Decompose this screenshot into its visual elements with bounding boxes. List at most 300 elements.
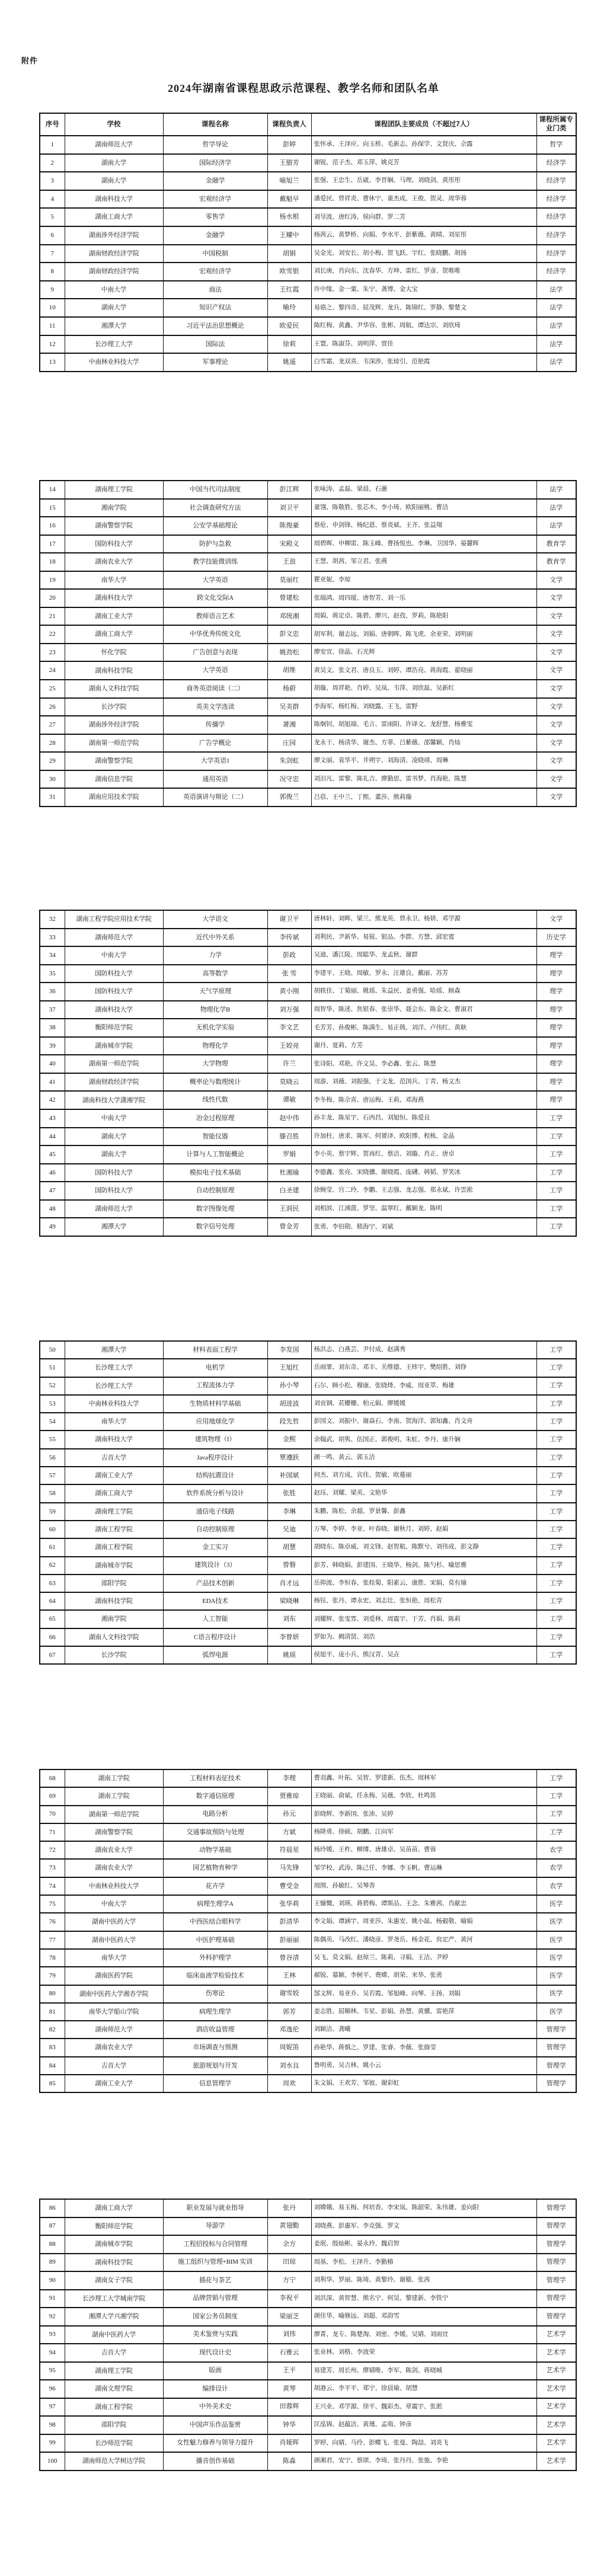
team-members-cell: 罗婷、向婧、马伶、彭蝶飞、张曼、陶喆、刘炎飞 (311, 2434, 536, 2453)
category-cell: 工学 (536, 1182, 576, 1200)
table-row (40, 1073, 576, 1092)
team-members-cell: 童翎、陈敬胜、张芯木、李小琦、欧阳丽桃、曹洁 (311, 499, 536, 517)
team-members-cell: 周围、孙敏红、吴琴香 (311, 1877, 536, 1895)
category-cell: 管理学 (536, 2217, 576, 2236)
course-name-cell: 大学英语1 (163, 752, 267, 770)
category-cell: 医学 (536, 1931, 576, 1949)
row-number-cell: 39 (40, 1037, 65, 1055)
row-number-cell: 95 (40, 2362, 65, 2380)
course-name-cell: 现代设计史 (163, 2344, 267, 2362)
team-members-cell: 周娟、蒋定卓、陈碧、廖兴、赵孜、罗莉、陈艳阳 (311, 607, 536, 626)
school-cell: 南华大学 (65, 1413, 163, 1431)
school-cell: 湖南大学 (65, 1145, 163, 1164)
course-name-cell: 动物学基础 (163, 1841, 267, 1859)
category-cell: 管理学 (536, 2021, 576, 2039)
course-name-cell: 广告创意与表现 (163, 644, 267, 662)
table-row (40, 1449, 576, 1467)
course-leader-cell: 刘万强 (267, 1001, 311, 1019)
row-number-cell: 61 (40, 1538, 65, 1556)
table-row (40, 1913, 576, 1931)
team-members-cell: 廖文丽、袁华平、井朔宇、刘海清、凌晓靖、周琳 (311, 752, 536, 770)
table-row (40, 172, 576, 190)
category-cell: 工学 (536, 1467, 576, 1484)
row-number-cell: 24 (40, 661, 65, 680)
row-number-cell: 56 (40, 1449, 65, 1467)
table-row (40, 1521, 576, 1538)
row-number-cell: 80 (40, 1985, 65, 2003)
row-number-cell: 71 (40, 1823, 65, 1841)
row-number-cell: 41 (40, 1073, 65, 1092)
team-members-cell: 唐林轩、刘晖、梁兰、熊龙英、曾永卫、杨妍、邓学源 (311, 910, 536, 929)
course-name-cell: 物理化学 (163, 1037, 267, 1055)
table-row (40, 1109, 576, 1128)
course-leader-cell: 曾谷清 (267, 1949, 311, 1967)
course-leader-cell: 肖才远 (267, 1575, 311, 1592)
course-leader-cell: 胡慧 (267, 1538, 311, 1556)
school-cell: 吉首大学 (65, 2057, 163, 2075)
category-cell: 文学 (536, 734, 576, 753)
row-number-cell: 52 (40, 1377, 65, 1395)
table-row (40, 1985, 576, 2003)
table-row (40, 1610, 576, 1628)
row-number-cell: 98 (40, 2416, 65, 2434)
category-cell: 工学 (536, 1646, 576, 1664)
course-leader-cell: 喻玲 (267, 299, 311, 317)
row-number-cell: 15 (40, 499, 65, 517)
team-members-cell: 周碧晖、申柳雷、陈玉峰、曹扬悦也、李琳、卫国华、晏麓晖 (311, 535, 536, 553)
course-leader-cell: 彭婷 (267, 136, 311, 154)
school-cell: 长沙理工大学 (65, 1359, 163, 1377)
category-cell: 工学 (536, 1200, 576, 1218)
course-name-cell: 军事理论 (163, 353, 267, 372)
row-number-cell: 49 (40, 1218, 65, 1236)
course-leader-cell: 喻旭兰 (267, 172, 311, 190)
team-members-cell: 颜湘君、安宁、蔡颂、李琦、张丹丹、张弛、李艳 (311, 2452, 536, 2471)
team-members-cell: 易建芳、周长州、廖婧唯、李军、陈剑、蒋晓城 (311, 2362, 536, 2380)
school-cell: 湖南大学 (65, 172, 163, 190)
course-leader-cell: 莫晓云 (267, 1073, 311, 1092)
course-leader-cell: 陈淼 (267, 2452, 311, 2471)
category-cell: 艺术学 (536, 2326, 576, 2344)
course-name-cell: 线性代数 (163, 1091, 267, 1109)
table-row (40, 788, 576, 807)
category-cell: 工学 (536, 1431, 576, 1448)
header-row (40, 113, 576, 136)
school-cell: 湖南城市学院 (65, 2235, 163, 2254)
table-row (40, 190, 576, 209)
school-cell: 湖南城市学院 (65, 1037, 163, 1055)
table-row (40, 1806, 576, 1823)
team-members-cell: 鲁明勇、吴吉林、姚小云 (311, 2057, 536, 2075)
course-leader-cell: 萧湘 (267, 716, 311, 734)
table-row (40, 1091, 576, 1109)
school-cell: 怀化学院 (65, 644, 163, 662)
table-row (40, 1019, 576, 1037)
table-row (40, 2021, 576, 2039)
course-leader-cell: 宋殿义 (267, 535, 311, 553)
school-cell: 湖南理工学院 (65, 2362, 163, 2380)
course-leader-cell: 曾金芳 (267, 1218, 311, 1236)
course-leader-cell: 戴魁早 (267, 190, 311, 209)
table-row (40, 910, 576, 929)
team-members-cell: 周游、刘薇、刘振强、于文龙、范国兵、丁青、杨文杰 (311, 1073, 536, 1092)
category-cell: 工学 (536, 1449, 576, 1467)
category-cell: 管理学 (536, 2235, 576, 2254)
team-members-cell: 刘相滨、江沸菠、罗坚、温翠红、戴颖龙、陈明 (311, 1200, 536, 1218)
team-members-cell: 李文娟、谭涵宇、周亚莎、朱惠安、姚小磊、杨毅敬、喻娟 (311, 1913, 536, 1931)
team-members-cell: 陈红梅、黄鑫、尹华容、张彬、周航、谭达宗、刘欣琦 (311, 317, 536, 335)
course-name-cell: 物理化学B (163, 1001, 267, 1019)
course-name-cell: 通用英语 (163, 770, 267, 789)
school-cell: 湖南文理学院 (65, 2380, 163, 2398)
school-cell: 湘南学院 (65, 1610, 163, 1628)
course-name-cell: 跨文化交际A (163, 589, 267, 607)
table-row (40, 2452, 576, 2471)
school-cell: 湖南科技学院 (65, 661, 163, 680)
team-members-cell: 刘嫦娥、易玉梅、何培香、李宋岚、陈韶荣、朱伟雄、姜向阳 (311, 2199, 536, 2217)
team-members-cell: 朱鹏、陈松、余超、罗景馨、彭鑫 (311, 1503, 536, 1521)
course-name-cell: 伤寒论 (163, 1985, 267, 2003)
school-cell: 长沙学院 (65, 1646, 163, 1664)
school-cell: 湖南工商大学 (65, 208, 163, 226)
category-cell: 法学 (536, 499, 576, 517)
course-leader-cell: 许兰 (267, 1055, 311, 1073)
table-row (40, 517, 576, 535)
course-name-cell: 临床血液学检验技术 (163, 1967, 267, 1985)
school-cell: 长沙理工大学 (65, 1377, 163, 1395)
team-members-cell: 侯旭平、庞小兵、熊汉青、吴垚 (311, 1646, 536, 1664)
school-cell: 国防科技大学 (65, 1164, 163, 1182)
course-leader-cell: 谢雪姣 (267, 1985, 311, 2003)
table-row (40, 2254, 576, 2272)
category-cell: 工学 (536, 1164, 576, 1182)
team-members-cell: 万琴、李婷、李亚、叶春晓、谢秋月、刘婷、赵娟 (311, 1521, 536, 1538)
course-leader-cell: 邓统湘 (267, 607, 311, 626)
row-number-cell: 45 (40, 1145, 65, 1164)
table-row (40, 571, 576, 590)
team-members-cell: 胡晓东、陈卓威、刘文锋、赵智航、陈默兮、刘伟成、彭文静 (311, 1538, 536, 1556)
team-members-cell: 黄昊文、张文君、唐良玉、刘婷、谭浩亮、蒋海霞、翟晓丽 (311, 661, 536, 680)
team-members-cell: 张怀承、王泽应、向玉桥、毛新志、孙保学、文贤庆、佘露 (311, 136, 536, 154)
row-number-cell: 38 (40, 1019, 65, 1037)
course-name-cell: 金工实习 (163, 1538, 267, 1556)
category-cell: 历史学 (536, 929, 576, 947)
category-cell: 理学 (536, 946, 576, 965)
team-members-cell: 孙艳华、蒋慎之、罗建、张睿、李薇、张旖莹 (311, 2039, 536, 2056)
school-cell: 湖南工程学院应用技术学院 (65, 910, 163, 929)
course-leader-cell: 王红霞 (267, 281, 311, 299)
course-leader-cell: 郭俊兰 (267, 788, 311, 807)
course-leader-cell: 孙小琴 (267, 1377, 311, 1395)
category-cell: 工学 (536, 1769, 576, 1787)
course-name-cell: 防护与急救 (163, 535, 267, 553)
team-members-cell: 胡轶佳、丁菊丽、姚瑶、朱益民、姜勇强、哈瑶、顾森 (311, 983, 536, 1001)
category-cell: 经济学 (536, 172, 576, 190)
table-row (40, 929, 576, 947)
school-cell: 湖南师范大学 (65, 929, 163, 947)
row-number-cell: 70 (40, 1806, 65, 1823)
course-name-cell: 冶金过程原理 (163, 1109, 267, 1128)
team-members-cell: 岳雨霏、刘东奇、邓丰、关维德、王炜宇、樊绍胜、刘铮 (311, 1359, 536, 1377)
table-row (40, 2075, 576, 2092)
row-number-cell: 66 (40, 1628, 65, 1646)
course-name-cell: 建筑设计（3） (163, 1557, 267, 1575)
school-cell: 湖南工业大学 (65, 1467, 163, 1484)
team-members-cell: 廖菁、龙专、陈楚淘、刘密、李媛、吴婧、刘雨宜 (311, 2326, 536, 2344)
table-section (39, 2199, 577, 2471)
row-number-cell: 62 (40, 1557, 65, 1575)
course-name-cell: 大学英语 (163, 571, 267, 590)
course-name-cell: 病理生理学A (163, 1895, 267, 1913)
course-name-cell: 中国声乐作品鉴赏 (163, 2416, 267, 2434)
table-row (40, 1164, 576, 1182)
category-cell: 工学 (536, 1395, 576, 1413)
category-cell: 工学 (536, 1823, 576, 1841)
school-cell: 湖南警察学院 (65, 1823, 163, 1841)
school-cell: 湖南科技大学 (65, 1431, 163, 1448)
school-cell: 湖南农业大学 (65, 1859, 163, 1877)
table-row (40, 2290, 576, 2308)
table-row (40, 1218, 576, 1236)
course-name-cell: 习近平法治思想概论 (163, 317, 267, 335)
table-row (40, 1395, 576, 1413)
row-number-cell: 13 (40, 353, 65, 372)
school-cell: 湖南大学 (65, 299, 163, 317)
course-name-cell: 产品技术创新 (163, 1575, 267, 1592)
team-members-cell: 吕蓓、王中兰、丁熙、董莎、熊莉璇 (311, 788, 536, 807)
course-leader-cell: 刘水良 (267, 2057, 311, 2075)
school-cell: 湖南涉外经济学院 (65, 716, 163, 734)
team-members-cell: 彭晓辉、李新国、张沛、吴婷 (311, 1806, 536, 1823)
table-row (40, 661, 576, 680)
course-name-cell: 弧焊电源 (163, 1646, 267, 1664)
row-number-cell: 72 (40, 1841, 65, 1859)
school-cell: 邵阳学院 (65, 2416, 163, 2434)
school-cell: 湖南科技大学 (65, 589, 163, 607)
category-cell: 文学 (536, 716, 576, 734)
course-name-cell: 计算与人工智能概论 (163, 1145, 267, 1164)
row-number-cell: 9 (40, 281, 65, 299)
team-members-cell: 颜佳华、喻修远、刘超、邓韵雪 (311, 2308, 536, 2326)
table-section (39, 113, 577, 372)
course-name-cell: 插花与茶艺 (163, 2271, 267, 2290)
course-name-cell: 结构抗震设计 (163, 1467, 267, 1484)
course-leader-cell: 刘伟 (267, 2326, 311, 2344)
course-leader-cell: 曹受金 (267, 1877, 311, 1895)
table-row (40, 2003, 576, 2021)
category-cell: 法学 (536, 281, 576, 299)
table-row (40, 317, 576, 335)
row-number-cell: 74 (40, 1877, 65, 1895)
school-cell: 国防科技大学 (65, 983, 163, 1001)
category-cell: 法学 (536, 517, 576, 535)
row-number-cell: 27 (40, 716, 65, 734)
row-number-cell: 20 (40, 589, 65, 607)
category-cell: 理学 (536, 1019, 576, 1037)
course-leader-cell: 王平 (267, 2362, 311, 2380)
course-name-cell: 中西医结合眼科学 (163, 1913, 267, 1931)
category-cell: 工学 (536, 1557, 576, 1575)
row-number-cell: 99 (40, 2434, 65, 2453)
school-cell: 湖南师范大学 (65, 1200, 163, 1218)
row-number-cell: 30 (40, 770, 65, 789)
course-name-cell: 宏观经济学 (163, 190, 267, 209)
category-cell: 经济学 (536, 245, 576, 263)
category-cell: 工学 (536, 1128, 576, 1146)
table-row (40, 1001, 576, 1019)
course-leader-cell: 吴美群 (267, 698, 311, 716)
course-name-cell: 电路分析 (163, 1806, 267, 1823)
team-members-cell: 谢丹、夏莉、方芳 (311, 1037, 536, 1055)
course-name-cell: 数字信号处理 (163, 1218, 267, 1236)
school-cell: 吉首大学 (65, 1449, 163, 1467)
team-members-cell: 吴迪、潘江陵、周聪华、龙孟秋、谢群 (311, 946, 536, 965)
attachment-label: 附件 (21, 56, 39, 65)
row-number-cell: 23 (40, 644, 65, 662)
row-number-cell: 83 (40, 2039, 65, 2056)
course-name-cell: 花卉学 (163, 1877, 267, 1895)
school-cell: 湖南工业大学 (65, 607, 163, 626)
row-number-cell: 64 (40, 1592, 65, 1610)
table-row (40, 1949, 576, 1967)
course-name-cell: 近代中外关系 (163, 929, 267, 947)
course-leader-cell: 张 雪 (267, 965, 311, 983)
category-cell: 工学 (536, 1145, 576, 1164)
team-members-cell: 杨茜云、黄梦桥、向娟、李水平、彭紫薇、黄晴、刘星彤 (311, 226, 536, 245)
table-row (40, 1377, 576, 1395)
team-members-cell: 刘长庚、肖向东、沈春华、方坤、雷红、罗彦、贺唯唯 (311, 263, 536, 281)
category-cell: 文学 (536, 571, 576, 590)
course-name-cell: 职业发展与就业指导 (163, 2199, 267, 2217)
table-row (40, 1895, 576, 1913)
team-members-cell: 刘贡钢、苌姗姗、柏元娟、廖媛媛 (311, 1395, 536, 1413)
course-name-cell: 大学语文 (163, 910, 267, 929)
table-row (40, 1431, 576, 1448)
category-cell: 工学 (536, 1413, 576, 1431)
row-number-cell: 73 (40, 1859, 65, 1877)
row-number-cell: 22 (40, 625, 65, 644)
table-row (40, 1931, 576, 1949)
row-number-cell: 44 (40, 1128, 65, 1146)
course-name-cell: 酒店收益管理 (163, 2021, 267, 2039)
category-cell: 文学 (536, 752, 576, 770)
row-number-cell: 35 (40, 965, 65, 983)
team-members-cell: 杨洪志、白燕芸、尹付成、赵满秀 (311, 1341, 536, 1359)
course-leader-cell: 金熙 (267, 1431, 311, 1448)
table-row (40, 136, 576, 154)
table-row (40, 1769, 576, 1787)
category-cell: 艺术学 (536, 2398, 576, 2417)
school-cell: 湖南农业大学 (65, 2039, 163, 2056)
row-number-cell: 16 (40, 517, 65, 535)
course-name-cell: 生物质材料学基础 (163, 1395, 267, 1413)
course-name-cell: 通信电子线路 (163, 1503, 267, 1521)
school-cell: 湖南应用技术学院 (65, 788, 163, 807)
category-cell: 艺术学 (536, 2434, 576, 2453)
course-leader-cell: 李文艺 (267, 1019, 311, 1037)
school-cell: 中南林业科技大学 (65, 1877, 163, 1895)
team-members-cell: 龙永干、杨清华、谢杰、方菲、吕紫薇、邵馨颖、肖灿 (311, 734, 536, 753)
team-members-cell: 吴金光、刘安长、胡小梅、贺飞跃、宇红、张晓鹏、胡扬 (311, 245, 536, 263)
school-cell: 湖南城市学院 (65, 1557, 163, 1575)
course-name-cell: 模拟电子技术基础 (163, 1164, 267, 1182)
category-cell: 工学 (536, 1359, 576, 1377)
team-members-cell: 张强、王忠生、岳崴、李晋娴、马理、刘晓剑、黄彤彤 (311, 172, 536, 190)
school-cell: 湖南工商大学 (65, 2199, 163, 2217)
row-number-cell: 97 (40, 2398, 65, 2417)
school-cell: 湖南工商大学 (65, 625, 163, 644)
table-row (40, 644, 576, 662)
course-name-cell: 电机学 (163, 1359, 267, 1377)
table-row (40, 1055, 576, 1073)
course-name-cell: 中国当代司法制度 (163, 481, 267, 499)
school-cell: 湖南人文科技学院 (65, 1628, 163, 1646)
course-name-cell: 自动控制原理 (163, 1521, 267, 1538)
school-cell: 中南林业科技大学 (65, 353, 163, 372)
course-leader-cell: 王姣亮 (267, 1037, 311, 1055)
category-cell: 文学 (536, 661, 576, 680)
school-cell: 湖南工学院 (65, 1787, 163, 1805)
row-number-cell: 78 (40, 1949, 65, 1967)
team-members-cell: 周基、李松、王泽升、李勤椿 (311, 2254, 536, 2272)
course-name-cell: 女性魅力修养与领导力提升 (163, 2434, 267, 2453)
school-cell: 中南大学 (65, 946, 163, 965)
table-row (40, 299, 576, 317)
course-name-cell: 信息管理学 (163, 2075, 267, 2092)
table-row (40, 1538, 576, 1556)
course-name-cell: Java程序设计 (163, 1449, 267, 1467)
row-number-cell: 96 (40, 2380, 65, 2398)
team-members-cell: 赵珏、刘耀、梁英、文艳华 (311, 1484, 536, 1502)
team-members-cell: 彭国文、刘振中、谢焱石、李南、贺海洋、郭知鑫、肖文舟 (311, 1413, 536, 1431)
team-members-cell: 石尔、顾小松、穆康、张晓烽、李威、周亚萃、梅雄 (311, 1377, 536, 1395)
course-leader-cell: 李发国 (267, 1341, 311, 1359)
category-cell: 文学 (536, 625, 576, 644)
course-leader-cell: 谢卫平 (267, 910, 311, 929)
school-cell: 湘南学院 (65, 499, 163, 517)
team-members-cell: 王寰、陈淑芬、刘明萍、贾佳 (311, 335, 536, 354)
table-row (40, 1359, 576, 1377)
category-cell: 文学 (536, 644, 576, 662)
course-name-cell: C语言程序设计 (163, 1628, 267, 1646)
row-number-cell: 18 (40, 553, 65, 571)
table-row (40, 1341, 576, 1359)
course-leader-cell: 彭江辉 (267, 481, 311, 499)
row-number-cell: 36 (40, 983, 65, 1001)
table-row (40, 353, 576, 372)
category-cell: 工学 (536, 1538, 576, 1556)
team-members-cell: 杨降勇、徐硕、胡鹏、江向军 (311, 1823, 536, 1841)
course-name-cell: 数字图像处理 (163, 1200, 267, 1218)
course-name-cell: 国家公务员制度 (163, 2308, 267, 2326)
school-cell: 中南大学 (65, 281, 163, 299)
table-row (40, 589, 576, 607)
table-row (40, 625, 576, 644)
category-cell: 工学 (536, 1377, 576, 1395)
table-row (40, 983, 576, 1001)
course-leader-cell: 杜湘瑜 (267, 1164, 311, 1182)
course-name-cell: 智能仪器 (163, 1128, 267, 1146)
team-members-cell: 张业林、刘格、李波荣 (311, 2344, 536, 2362)
school-cell: 湖南医药学院 (65, 1967, 163, 1985)
table-section (39, 480, 577, 807)
row-number-cell: 3 (40, 172, 65, 190)
category-cell: 法学 (536, 353, 576, 372)
course-name-cell: 数字通信原理 (163, 1787, 267, 1805)
category-cell: 理学 (536, 1091, 576, 1109)
row-number-cell: 58 (40, 1484, 65, 1502)
row-number-cell: 10 (40, 299, 65, 317)
